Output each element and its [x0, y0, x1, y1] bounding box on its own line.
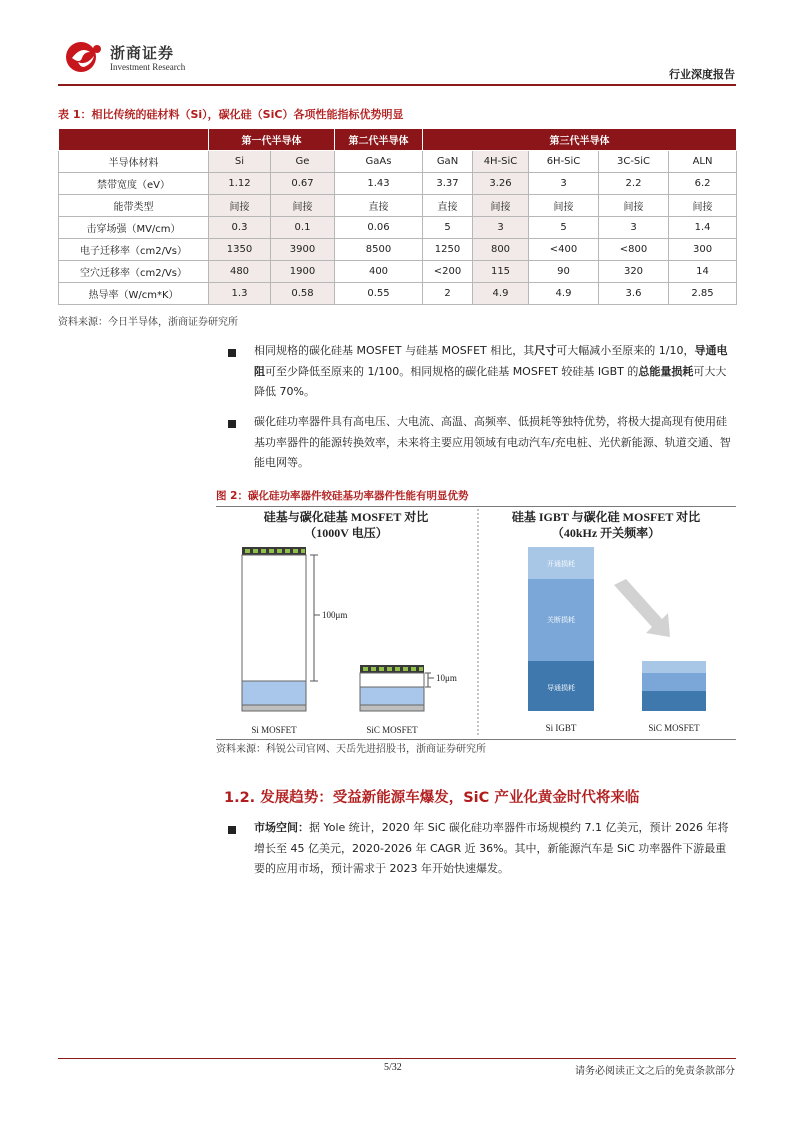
si-substrate: [242, 681, 306, 705]
table-cell: 1900: [271, 261, 335, 283]
dimension-10um-label: 10μm: [436, 673, 457, 683]
table-cell: 4.9: [473, 283, 529, 305]
table-cell: 5: [423, 217, 473, 239]
si-igbt-label: Si IGBT: [545, 723, 577, 733]
table-cell: 0.55: [335, 283, 423, 305]
table-source: 资料来源：今日半导体，浙商证券研究所: [58, 317, 238, 328]
table-cell: ALN: [669, 151, 737, 173]
table-cell: 间接: [473, 195, 529, 217]
dimension-100um: [310, 555, 320, 681]
bullet1-text-4: 可大大降低 70%。: [254, 364, 727, 398]
table-cell: 3.37: [423, 173, 473, 195]
table-cell: 3.6: [599, 283, 669, 305]
figure-box: [216, 506, 736, 740]
table-cell: 320: [599, 261, 669, 283]
table-cell: 1.43: [335, 173, 423, 195]
table-row: [59, 151, 737, 173]
table-cell: 800: [473, 239, 529, 261]
table-cell: 间接: [209, 195, 271, 217]
bullet-marker: [228, 420, 236, 428]
bullet-marker: [228, 826, 236, 834]
gen-3-header: 第三代半导体: [423, 129, 737, 151]
bullet-paragraph-1: [254, 341, 736, 403]
table-row-header: 热导率（W/cm*K）: [59, 283, 209, 305]
section-heading: 1.2. 发展趋势：受益新能源车爆发，SiC 产业化黄金时代将来临: [224, 790, 640, 806]
table-cell: 115: [473, 261, 529, 283]
table-title: 表 1：相比传统的硅材料（Si），碳化硅（SiC）各项性能指标优势明显: [58, 108, 404, 121]
table-cell: GaAs: [335, 151, 423, 173]
logo-icon: [64, 40, 104, 74]
table-cell: 3: [529, 173, 599, 195]
dimension-10um: [425, 673, 434, 687]
gen-1-header: 第一代半导体: [209, 129, 335, 151]
table-cell: <400: [529, 239, 599, 261]
table-row: [59, 217, 737, 239]
table-cell: 2: [423, 283, 473, 305]
table-row: [59, 261, 737, 283]
right-panel-title: 硅基 IGBT 与碳化硅 MOSFET 对比: [511, 510, 701, 524]
table-cell: 3: [599, 217, 669, 239]
table-row: [59, 173, 737, 195]
sic-mosfet-diagram: [360, 665, 424, 711]
table-cell: 1250: [423, 239, 473, 261]
table-cell: 480: [209, 261, 271, 283]
reduction-arrow-icon: [614, 579, 670, 637]
table-cell: 间接: [271, 195, 335, 217]
corner-cell: [59, 129, 209, 151]
table-cell: 5: [529, 217, 599, 239]
table-cell: 1350: [209, 239, 271, 261]
table-cell: GaN: [423, 151, 473, 173]
table-cell: 6H-SiC: [529, 151, 599, 173]
si-drain-metal: [242, 705, 306, 711]
table-cell: 4H-SiC: [473, 151, 529, 173]
table-row: [59, 239, 737, 261]
bullet3-text: 据 Yole 统计，2020 年 SiC 碳化硅功率器件市场规模约 7.1 亿美元，预计 2026 年将增长至 45 亿美元，2020-2026 年 CAGR 近 36%。其中，新能源汽车是 SiC 功率器件下游最重要的应用市场，预计需求于 2023 年开始快速爆发。: [254, 821, 729, 875]
figure-title: 图 2：碳化硅功率器件较硅基功率器件性能有明显优势: [216, 490, 469, 502]
table-cell: 1.12: [209, 173, 271, 195]
sic-mosfet-label-left: SiC MOSFET: [366, 725, 418, 735]
footer-rule: [58, 1058, 736, 1059]
table-cell: 直接: [423, 195, 473, 217]
bullet-paragraph-2: 碳化硅功率器件具有高电压、大电流、高温、高频率、低损耗等独特优势，将极大提高现有使用硅基功率器件的能源转换效率，未来将主要应用领域有电动汽车/充电桩、光伏新能源、轨道交通、智能电网等。: [254, 415, 731, 469]
table-cell: 1.3: [209, 283, 271, 305]
table-cell: 2.2: [599, 173, 669, 195]
table-row-header: 空穴迁移率（cm2/Vs）: [59, 261, 209, 283]
sic-turn-on-loss-bar: [642, 661, 706, 673]
report-type: 行业深度报告: [669, 68, 735, 81]
left-panel-subtitle: （1000V 电压）: [304, 526, 388, 540]
table-cell: 4.9: [529, 283, 599, 305]
bullet3-keyword-market: 市场空间：: [254, 821, 309, 834]
figure-svg: [216, 507, 736, 739]
si-mosfet-label: Si MOSFET: [251, 725, 297, 735]
bullet1-keyword-size: 尺寸: [534, 344, 557, 357]
table-cell: 直接: [335, 195, 423, 217]
table-row-header: 击穿场强（MV/cm）: [59, 217, 209, 239]
table-cell: 1.4: [669, 217, 737, 239]
table-cell: <200: [423, 261, 473, 283]
bullet1-keyword-loss: 总能量损耗: [638, 364, 694, 378]
table-cell: 0.58: [271, 283, 335, 305]
table-cell: Si: [209, 151, 271, 173]
table-cell: 间接: [669, 195, 737, 217]
bullet1-text-1: 相同规格的碳化硅基 MOSFET 与硅基 MOSFET 相比，其: [254, 344, 535, 357]
table-cell: 0.3: [209, 217, 271, 239]
header-rule: [58, 84, 736, 86]
figure-source: 资料来源：科锐公司官网、天岳先进招股书，浙商证券研究所: [216, 744, 486, 755]
bullet1-text-3: 可至少降低至原来的 1/100。相同规格的碳化硅基 MOSFET 较硅基 IGBT 的: [265, 364, 639, 378]
bullet1-text-2: 可大幅减小至原来的 1/10，: [556, 344, 695, 357]
generation-header-row: [59, 129, 737, 151]
dimension-100um-label: 100μm: [322, 610, 348, 620]
comparison-table: [58, 128, 737, 305]
seg-turn-on-label: 开通损耗: [547, 560, 575, 568]
sic-mosfet-label-right: SiC MOSFET: [648, 723, 700, 733]
table-row-header: 禁带宽度（eV）: [59, 173, 209, 195]
bullet-marker: [228, 349, 236, 357]
table-row: [59, 283, 737, 305]
table-row: [59, 195, 737, 217]
table-cell: 8500: [335, 239, 423, 261]
table-row-header: 电子迁移率（cm2/Vs）: [59, 239, 209, 261]
table-row-header: 半导体材料: [59, 151, 209, 173]
table-cell: 0.67: [271, 173, 335, 195]
sic-turn-off-loss-bar: [642, 673, 706, 691]
table-cell: 3900: [271, 239, 335, 261]
gen-2-header: 第二代半导体: [335, 129, 423, 151]
table-cell: 3C-SiC: [599, 151, 669, 173]
bullet-paragraph-3: [254, 818, 736, 880]
logo-company-en: Investment Research: [110, 62, 186, 72]
table-cell: 400: [335, 261, 423, 283]
table-cell: 90: [529, 261, 599, 283]
footer-disclaimer: 请务必阅读正文之后的免责条款部分: [575, 1066, 735, 1077]
table-cell: 2.85: [669, 283, 737, 305]
right-panel-subtitle: （40kHz 开关频率）: [551, 526, 661, 540]
page-number: 5/32: [384, 1062, 402, 1073]
seg-conduction-label: 导通损耗: [547, 684, 575, 692]
table-cell: 3: [473, 217, 529, 239]
table-cell: 14: [669, 261, 737, 283]
seg-turn-off-label: 关断损耗: [547, 616, 575, 624]
table-cell: 间接: [529, 195, 599, 217]
sic-conduction-loss-bar: [642, 691, 706, 711]
si-mosfet-diagram: [242, 547, 306, 711]
table-cell: 6.2: [669, 173, 737, 195]
bullet1-keyword-resistance: 导通电阻: [254, 344, 728, 378]
table-row-header: 能带类型: [59, 195, 209, 217]
logo-company-cn: 浙商证券: [110, 44, 175, 62]
table-cell: Ge: [271, 151, 335, 173]
table-cell: 0.1: [271, 217, 335, 239]
table-cell: 3.26: [473, 173, 529, 195]
left-panel-title: 硅基与碳化硅基 MOSFET 对比: [263, 510, 429, 524]
si-drift-region: [242, 555, 306, 681]
table-cell: <800: [599, 239, 669, 261]
table-cell: 0.06: [335, 217, 423, 239]
table-cell: 间接: [599, 195, 669, 217]
table-cell: 300: [669, 239, 737, 261]
